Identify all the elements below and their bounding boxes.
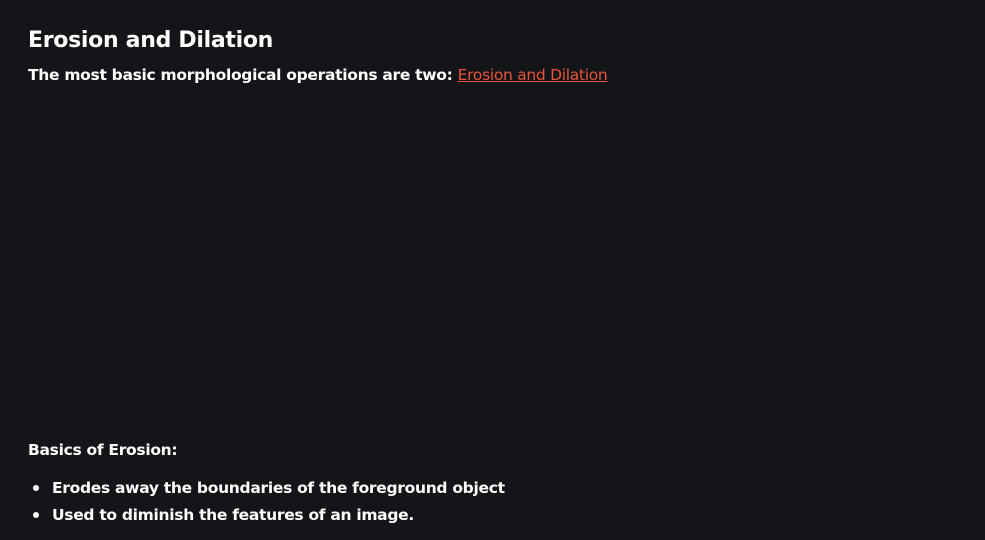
list-item-text: Used to diminish the features of an image.: [52, 506, 414, 524]
section-title: Erosion and Dilation: [28, 28, 274, 53]
list-item-text: Erodes away the boundaries of the foreground object: [52, 479, 505, 497]
embedded-media-placeholder: [28, 100, 958, 420]
erosion-bullet-list: [28, 478, 505, 532]
erosion-subheading: Basics of Erosion:: [28, 441, 178, 459]
list-item: [28, 505, 505, 532]
erosion-dilation-link[interactable]: Erosion and Dilation: [457, 66, 608, 84]
list-item: [28, 478, 505, 505]
intro-paragraph: [28, 65, 607, 85]
intro-text: The most basic morphological operations are two:: [28, 66, 458, 84]
bullet-icon: [33, 512, 39, 518]
bullet-icon: [33, 485, 39, 491]
